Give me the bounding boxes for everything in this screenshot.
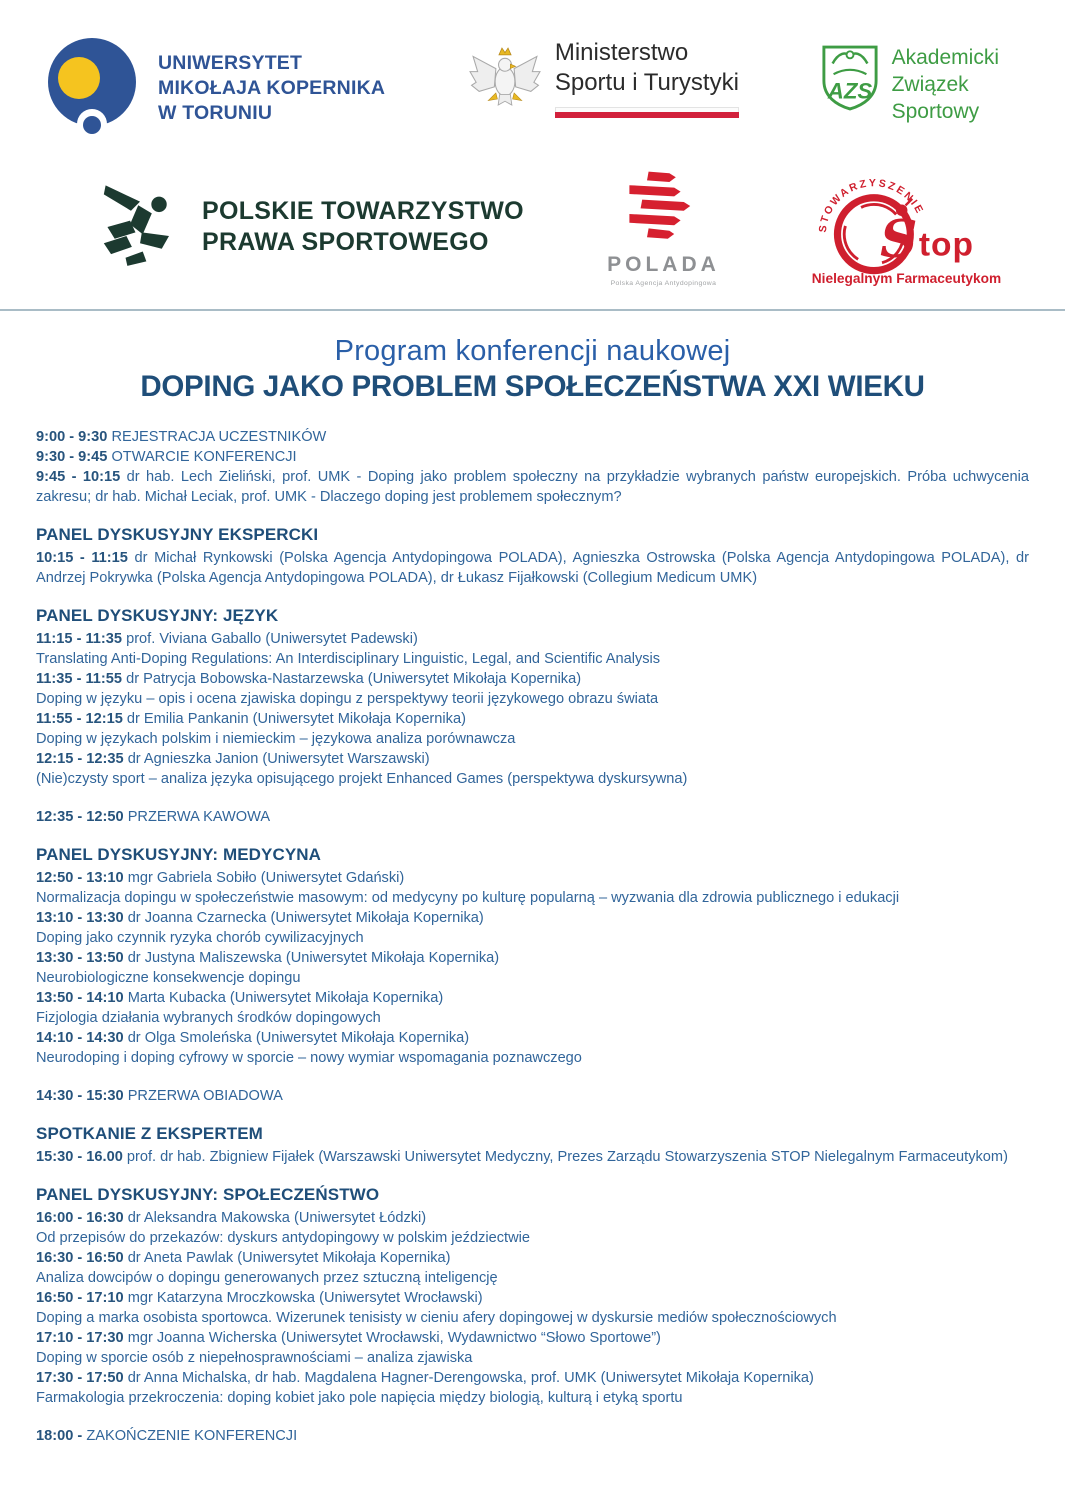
lunch-break [36, 1086, 1029, 1106]
section-heading: PANEL DYSKUSYJNY EKSPERCKI [36, 525, 319, 544]
azs-monogram: AZS [827, 78, 872, 104]
entry-speaker: dr Emilia Pankanin (Uniwersytet Mikołaja Kopernika) [126, 711, 466, 727]
umk-logo-text [158, 51, 385, 126]
schedule-entry [36, 908, 1029, 928]
stop-association-icon [803, 167, 1009, 287]
section-heading: SPOTKANIE Z EKSPERTEM [36, 1124, 263, 1143]
entry-speaker: prof. Viviana Gaballo (Uniwersytet Padewski) [126, 631, 418, 647]
section-heading: PANEL DYSKUSYJNY: JĘZYK [36, 606, 279, 625]
schedule-entry [36, 948, 1029, 968]
expert-section [36, 1124, 1029, 1167]
entry-text: ZAKOŃCZENIE KONFERENCJI [86, 1428, 298, 1444]
panel-ekspercki-section [36, 525, 1029, 588]
schedule-entry [36, 1248, 1029, 1268]
schedule-entry [36, 669, 1029, 689]
talk-title: Translating Anti-Doping Regulations: An Interdisciplinary Linguistic, Legal, and Scientific Analysis [36, 651, 661, 667]
entry-time: 9:00 - 9:30 [36, 429, 108, 445]
section-heading: PANEL DYSKUSYJNY: MEDYCYNA [36, 845, 322, 864]
talk-title: Od przepisów do przekazów: dyskurs antydopingowy w polskim jeździectwie [36, 1230, 530, 1246]
entry-time: 12:15 - 12:35 [36, 751, 124, 767]
talk-title: Doping w sporcie osób z niepełnosprawnościami – analiza zjawiska [36, 1350, 473, 1366]
entry-time: 15:30 - 16.00 [36, 1149, 123, 1165]
schedule-entry [36, 868, 1029, 888]
talk-title: Doping w językach polskim i niemieckim – językowa analiza porównawcza [36, 731, 516, 747]
entry-speaker: dr Aneta Pawlak (Uniwersytet Mikołaja Kopernika) [127, 1250, 451, 1266]
schedule-entry [36, 1328, 1029, 1348]
polada-wordmark: POLADA [607, 253, 720, 276]
talk-title: Doping w języku – opis i ocena zjawiska dopingu z perspektywy teorii językowego obrazu świata [36, 691, 659, 707]
schedule-entry [36, 1368, 1029, 1388]
schedule-entry [36, 749, 1029, 769]
stop-letter-s: S [880, 208, 918, 270]
stop-subtitle: Nielegalnym Farmaceutykom [811, 270, 1002, 286]
schedule-entry [36, 427, 1029, 447]
polish-eagle-icon [467, 38, 543, 122]
coffee-break [36, 807, 1029, 827]
azs-line2: Związek [891, 73, 969, 96]
entry-time: 14:10 - 14:30 [36, 1030, 124, 1046]
entry-speaker: dr Aleksandra Makowska (Uniwersytet Łódzki) [127, 1210, 427, 1226]
ptps-line2: PRAWA SPORTOWEGO [202, 227, 489, 256]
polada-emblem-icon [622, 170, 704, 242]
entry-time: 9:30 - 9:45 [36, 449, 108, 465]
entry-text: REJESTRACJA UCZESTNIKÓW [111, 429, 327, 445]
azs-shield-icon [821, 44, 879, 112]
entry-time: 9:45 - 10:15 [36, 469, 121, 485]
schedule-entry [36, 1028, 1029, 1048]
closing-entry [36, 1426, 1029, 1446]
entry-time: 10:15 - 11:15 [36, 550, 128, 566]
entry-speaker: dr Justyna Maliszewska (Uniwersytet Mikołaja Kopernika) [127, 950, 500, 966]
polada-logo [607, 170, 720, 287]
logo-row-top [0, 0, 1065, 140]
umk-line1: UNIWERSYTET [158, 51, 303, 74]
runner-icon [102, 180, 188, 274]
schedule-entry [36, 1288, 1029, 1308]
ministry-line2: Sportu i Turystyki [554, 69, 739, 96]
poland-flag-bar [555, 107, 739, 118]
header-divider [0, 309, 1065, 311]
umk-emblem-icon [42, 36, 142, 140]
entry-time: 16:50 - 17:10 [36, 1290, 124, 1306]
ptps-line1: POLSKIE TOWARZYSTWO [202, 196, 524, 225]
entry-time: 17:10 - 17:30 [36, 1330, 124, 1346]
schedule-entry [36, 709, 1029, 729]
entry-speaker: dr Olga Smoleńska (Uniwersytet Mikołaja Kopernika) [127, 1030, 470, 1046]
azs-line1: Akademicki [891, 46, 999, 69]
schedule-entry [36, 467, 1029, 507]
section-heading: PANEL DYSKUSYJNY: SPOŁECZEŃSTWO [36, 1185, 380, 1204]
schedule-entry [36, 1208, 1029, 1228]
entry-time: 13:10 - 13:30 [36, 910, 124, 926]
entry-time: 13:30 - 13:50 [36, 950, 124, 966]
azs-logo-text [892, 44, 999, 125]
entry-time: 17:30 - 17:50 [36, 1370, 124, 1386]
entry-text: PRZERWA OBIADOWA [127, 1088, 283, 1104]
umk-logo [42, 36, 385, 140]
schedule-entry [36, 629, 1029, 649]
entry-time: 12:35 - 12:50 [36, 809, 124, 825]
entry-time: 11:55 - 12:15 [36, 711, 123, 727]
talk-title: Doping jako czynnik ryzyka chorób cywilizacyjnych [36, 930, 364, 946]
schedule-entry [36, 1147, 1029, 1167]
entry-time: 16:00 - 16:30 [36, 1210, 124, 1226]
azs-line3: Sportowy [891, 100, 980, 123]
entry-speaker: mgr Joanna Wicherska (Uniwersytet Wrocławski, Wydawnictwo “Słowo Sportowe”) [127, 1330, 661, 1346]
entry-text: PRZERWA KAWOWA [127, 809, 271, 825]
entry-text: prof. dr hab. Zbigniew Fijałek (Warszawski Uniwersytet Medyczny, Prezes Zarządu Stowarzyszenia STOP Nielegalnym Farmaceutykom) [126, 1149, 1008, 1165]
entry-text: dr Michał Rynkowski (Polska Agencja Antydopingowa POLADA), Agnieszka Ostrowska (Polska Agencja Antydopingowa POLADA), dr Andrzej Pokrywka (Polska Agencja Antydopingowa POLADA), dr Łukasz Fijałkowski (Collegium Medicum UMK) [36, 550, 1029, 586]
entry-text: OTWARCIE KONFERENCJI [111, 449, 297, 465]
entry-speaker: dr Agnieszka Janion (Uniwersytet Warszawski) [127, 751, 430, 767]
talk-title: Fizjologia działania wybranych środków dopingowych [36, 1010, 381, 1026]
schedule-entry [36, 988, 1029, 1008]
talk-title: Neurodoping i doping cyfrowy w sporcie – nowy wymiar wspomagania poznawczego [36, 1050, 582, 1066]
umk-line3: W TORUNIU [158, 101, 273, 124]
entry-speaker: dr Patrycja Bobowska-Nastarzewska (Uniwersytet Mikołaja Kopernika) [126, 671, 582, 687]
opening-section [36, 427, 1029, 507]
ptps-logo [102, 180, 524, 274]
entry-time: 11:15 - 11:35 [36, 631, 123, 647]
talk-title: (Nie)czysty sport – analiza języka opisującego projekt Enhanced Games (perspektywa dyskursywna) [36, 771, 688, 787]
ministry-logo-text [555, 38, 739, 98]
polada-subtitle: Polska Agencja Antydopingowa [610, 280, 717, 287]
schedule-entry [36, 447, 1029, 467]
page-subtitle: DOPING JAKO PROBLEM SPOŁECZEŃSTWA XXI WIEKU [140, 370, 925, 403]
stop-arc-text: STOWARZYSZENIE [816, 176, 927, 233]
entry-time: 12:50 - 13:10 [36, 870, 124, 886]
schedule [0, 427, 1065, 1446]
talk-title: Farmakologia przekroczenia: doping kobiet jako pole napięcia między biologią, kulturą i etyką sportu [36, 1390, 683, 1406]
entry-time: 11:35 - 11:55 [36, 671, 123, 687]
entry-speaker: dr Joanna Czarnecka (Uniwersytet Mikołaja Kopernika) [127, 910, 484, 926]
entry-speaker: mgr Katarzyna Mroczkowska (Uniwersytet Wrocławski) [127, 1290, 483, 1306]
entry-speaker: mgr Gabriela Sobiło (Uniwersytet Gdański) [127, 870, 405, 886]
schedule-entry [36, 548, 1029, 588]
panel-spoleczenstwo-section [36, 1185, 1029, 1408]
umk-line2: MIKOŁAJA KOPERNIKA [158, 76, 386, 99]
talk-title: Normalizacja dopingu w społeczeństwie masowym: od medycyny po kulturę popularną – wyzwania dla zdrowia publicznego i edukacji [36, 890, 900, 906]
stop-association-logo [803, 167, 1009, 287]
logo-row-bottom [0, 140, 1065, 287]
ptps-logo-text [202, 196, 524, 258]
entry-text: dr hab. Lech Zieliński, prof. UMK - Doping jako problem społeczny na przykładzie wybranych państw europejskich. Próba uchwycenia zakresu; dr hab. Michał Leciak, prof. UMK - Dlaczego doping jest problemem społecznym? [36, 469, 1029, 505]
panel-jezyk-section [36, 606, 1029, 789]
entry-time: 14:30 - 15:30 [36, 1088, 124, 1104]
stop-letters-top: top [918, 225, 974, 263]
page-title: Program konferencji naukowej [334, 335, 731, 367]
entry-time: 13:50 - 14:10 [36, 990, 124, 1006]
entry-speaker: Marta Kubacka (Uniwersytet Mikołaja Kopernika) [127, 990, 444, 1006]
entry-time: 18:00 - [36, 1428, 83, 1444]
ministry-logo [467, 38, 739, 122]
talk-title: Doping a marka osobista sportowca. Wizerunek tenisisty w cieniu afery dopingowej w dyskursie mediów społecznościowych [36, 1310, 837, 1326]
entry-speaker: dr Anna Michalska, dr hab. Magdalena Hagner-Derengowska, prof. UMK (Uniwersytet Mikołaja Kopernika) [127, 1370, 814, 1386]
entry-time: 16:30 - 16:50 [36, 1250, 124, 1266]
talk-title: Neurobiologiczne konsekwencje dopingu [36, 970, 301, 986]
talk-title: Analiza dowcipów o dopingu generowanych przez sztuczną inteligencję [36, 1270, 498, 1286]
ministry-line1: Ministerstwo [554, 39, 689, 66]
azs-logo [821, 44, 999, 125]
panel-medycyna-section [36, 845, 1029, 1068]
